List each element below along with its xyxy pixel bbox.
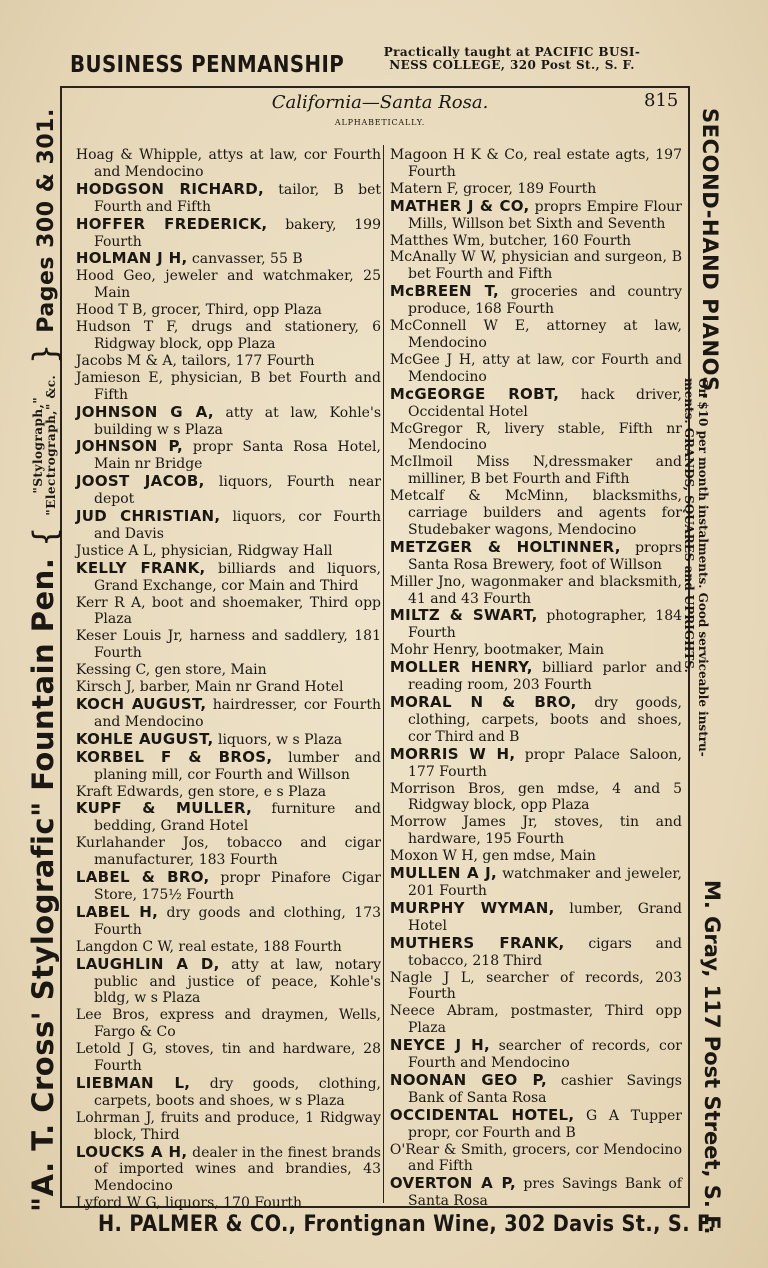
entry-details: atty at law, notary public and justice of peace, Kohle's bldg, w s Plaza — [94, 956, 381, 1007]
left-ad-sub-line-2: "Electrograph," &c. — [44, 374, 58, 516]
directory-entry — [76, 835, 381, 869]
entry-name: Justice A L, — [75, 542, 157, 559]
entry-details: propr Palace Saloon, 177 Fourth — [408, 746, 682, 780]
entry-details: fruits and produce, 1 Ridgway block, Third — [94, 1109, 382, 1143]
top-ad-headline: BUSINESS PENMANSHIP — [70, 52, 345, 78]
entry-details: drugs and stationery, 6 Ridgway block, opp Plaza — [94, 319, 381, 352]
directory-entry — [76, 628, 381, 662]
directory-entry — [76, 268, 381, 302]
entry-details: G A Tupper propr, cor Fourth and B — [408, 1107, 682, 1141]
entry-details: tobacco and cigar manufacturer, 183 Fourth — [94, 835, 382, 869]
entry-name: McGee J H, — [389, 351, 476, 368]
entry-name: MUTHERS FRANK, — [389, 933, 565, 952]
directory-entry — [390, 1037, 682, 1072]
entry-details: searcher of records, cor Fourth and Mendocino — [408, 1038, 682, 1072]
entry-details: grocers, cor Mendocino and Fifth — [408, 1141, 682, 1175]
entry-name: Matthes Wm, — [389, 232, 485, 249]
directory-entry — [390, 454, 682, 488]
top-advertisement — [70, 44, 680, 84]
entry-details: watchmaker and jeweler, 201 Fourth — [408, 866, 682, 899]
entry-details: real estate, 188 Fourth — [173, 938, 342, 955]
entry-name: McAnally W W, — [389, 249, 497, 266]
directory-entry — [390, 607, 682, 642]
entry-details: photographer, 184 Fourth — [408, 608, 683, 642]
entry-details: butcher, 160 Fourth — [484, 232, 632, 249]
entry-details: jeweler and watchmaker, 25 Main — [94, 268, 381, 302]
directory-entry — [390, 900, 682, 935]
entry-name: JOHNSON G A, — [75, 402, 214, 421]
entry-details: billiard parlor and reading room, 203 Fourth — [408, 660, 682, 694]
directory-entry — [76, 250, 381, 268]
entry-name: METZGER & HOLTINNER, — [389, 537, 621, 556]
entry-name: MORRIS W H, — [389, 744, 516, 763]
entry-name: NOONAN GEO P, — [389, 1070, 548, 1089]
entry-name: MORAL N & BRO, — [389, 693, 577, 711]
directory-entry — [76, 696, 381, 731]
entry-details: livery stable, Fifth nr Mendocino — [408, 420, 682, 454]
bottom-advertisement: H. PALMER & CO., Frontignan Wine, 302 Davis St., S. F. — [98, 1212, 716, 1237]
entry-details: boot and shoemaker, Third opp Plaza — [94, 594, 381, 628]
directory-entry — [76, 869, 381, 904]
entry-name: Kerr R A, — [75, 594, 146, 611]
directory-entry — [76, 438, 381, 473]
entry-details: grocer, 189 Fourth — [458, 180, 597, 197]
entry-name: Letold J G, — [75, 1041, 158, 1058]
directory-entry — [76, 784, 381, 801]
entry-name: KUPF & MULLER, — [75, 799, 253, 818]
entry-name: Lohrman J, — [75, 1109, 155, 1126]
directory-entry — [76, 370, 381, 404]
directory-entry — [390, 574, 682, 608]
directory-entry — [390, 1003, 682, 1037]
directory-entry — [390, 814, 682, 848]
entry-name: KORBEL F & BROS, — [75, 747, 273, 766]
entry-name: Nagle J L, — [389, 969, 475, 986]
entry-details: barber, Main nr Grand Hotel — [135, 679, 344, 696]
entry-details: tailor, B bet Fourth and Fifth — [94, 181, 381, 215]
entry-details: propr Santa Rosa Hotel, Main nr Bridge — [94, 439, 381, 473]
directory-entry — [390, 198, 682, 233]
directory-entry — [76, 147, 381, 181]
directory-entry — [76, 216, 381, 251]
entry-name: HOFFER FREDERICK, — [75, 214, 268, 233]
entry-name: OCCIDENTAL HOTEL, — [389, 1105, 575, 1124]
left-ad-sub-line-1: "Stylograph," — [31, 396, 45, 494]
right-ad-text — [682, 378, 710, 878]
entry-details: liquors, w s Plaza — [213, 731, 343, 748]
directory-entry — [76, 404, 381, 439]
right-column — [390, 147, 682, 1210]
directory-entry — [76, 956, 381, 1008]
entry-name: HOLMAN J H, — [75, 249, 188, 268]
directory-entry — [76, 1144, 381, 1196]
entry-name: LABEL & BRO, — [75, 868, 210, 887]
entry-details: cigars and tobacco, 218 Third — [408, 935, 683, 969]
entry-name: HODGSON RICHARD, — [75, 179, 264, 198]
directory-entry — [390, 249, 682, 283]
entry-details: blacksmiths, carriage builders and agents for Studebaker wagons, Mendocino — [408, 488, 682, 538]
entry-details: atty at law, Kohle's building w s Plaza — [94, 404, 382, 438]
entry-details: attys at law, cor Fourth and Mendocino — [94, 147, 381, 180]
entry-name: McGEORGE ROBT, — [389, 384, 560, 403]
entry-details: dry goods, clothing, carpets, boots and shoes, cor Third and B — [408, 695, 682, 745]
directory-entry — [390, 1175, 682, 1210]
entry-details: dry goods, clothing, carpets, boots and shoes, w s Plaza — [94, 1075, 381, 1109]
directory-entry — [76, 595, 381, 629]
entry-name: LIEBMAN L, — [75, 1073, 191, 1092]
entry-name: McGregor R, — [389, 420, 491, 437]
entry-name: MULLEN A J, — [389, 864, 497, 883]
directory-entry — [76, 731, 381, 749]
entry-name: Hood T B, — [75, 302, 147, 319]
page-subtitle: ALPHABETICALLY. — [334, 118, 426, 127]
entry-name: Lee Bros, — [75, 1007, 150, 1024]
directory-entry — [390, 935, 682, 970]
entry-name: O'Rear & Smith, — [389, 1141, 508, 1158]
entry-name: McBREEN T, — [389, 282, 500, 301]
directory-entry — [390, 181, 682, 198]
entry-details: bakery, 199 Fourth — [94, 216, 381, 250]
entry-name: Hoag & Whipple, — [75, 147, 203, 163]
directory-entry — [390, 746, 682, 781]
entry-name: Kraft Edwards, — [75, 783, 184, 800]
directory-entry — [76, 302, 381, 319]
entry-details: proprs Santa Rosa Brewery, foot of Willson — [408, 539, 682, 573]
directory-entry — [76, 543, 381, 560]
entry-details: liquors, Fourth near depot — [94, 474, 381, 508]
entry-name: Keser Louis Jr, — [75, 628, 183, 645]
entry-name: Magoon H K & Co, — [389, 147, 528, 163]
entry-details: bootmaker, Main — [479, 642, 605, 659]
top-ad-line-2: NESS COLLEGE, 320 Post St., S. F. — [389, 58, 635, 72]
directory-entry — [76, 749, 381, 784]
entry-details: gen mdse, 4 and 5 Ridgway block, opp Plaza — [408, 780, 682, 814]
entry-details: gen mdse, Main — [477, 848, 596, 865]
entry-details: liquors, cor Fourth and Davis — [94, 509, 381, 542]
directory-entry — [76, 473, 381, 508]
right-ad-dealer: M. Gray, 117 Post Street, S. F. — [700, 880, 724, 1235]
directory-entry — [390, 659, 682, 694]
page-title: California—Santa Rosa. — [271, 92, 489, 113]
entry-name: KELLY FRANK, — [75, 558, 206, 577]
directory-entry — [76, 560, 381, 595]
directory-entry — [76, 181, 381, 216]
entry-name: Morrow James Jr, — [389, 814, 538, 831]
entry-name: Mohr Henry, — [389, 642, 480, 659]
page-number: 815 — [644, 90, 679, 111]
entry-name: McConnell W E, — [389, 318, 530, 335]
entry-name: Hood Geo, — [75, 268, 156, 285]
entry-details: grocer, Third, opp Plaza — [146, 302, 322, 319]
entry-details: real estate agts, 197 Fourth — [408, 147, 682, 180]
entry-details: gen store, e s Plaza — [183, 783, 327, 800]
entry-name: OVERTON A P, — [389, 1174, 517, 1193]
entry-details: lumber and planing mill, cor Fourth and Willson — [94, 749, 381, 783]
directory-entry — [76, 319, 381, 353]
entry-name: Miller Jno, — [389, 573, 466, 590]
top-ad-text — [342, 46, 682, 72]
left-column — [76, 147, 381, 1212]
directory-entry — [390, 781, 682, 815]
directory-entry — [390, 1107, 682, 1142]
entry-name: Jacobs M & A, — [75, 352, 177, 369]
directory-entry — [76, 679, 381, 696]
entry-name: KOCH AUGUST, — [75, 695, 207, 713]
directory-entry — [390, 694, 682, 746]
directory-entry — [390, 386, 682, 421]
directory-entry — [390, 865, 682, 900]
directory-entry — [76, 939, 381, 956]
entry-details: hack driver, Occidental Hotel — [408, 386, 682, 420]
right-ad-line-2: ments. GRANDS, SQUARES and UPRIGHTS. — [682, 378, 696, 673]
left-ad-pages: Pages 300 & 301. — [34, 108, 59, 333]
entry-name: Neece Abram, — [389, 1003, 499, 1020]
entry-name: MILTZ & SWART, — [389, 606, 538, 625]
entry-name: LAUGHLIN A D, — [75, 954, 220, 973]
right-ad-line-1: On $10 per month instalments. Good serviceable instru- — [696, 378, 710, 757]
entry-details: harness and saddlery, 181 Fourth — [94, 628, 381, 662]
directory-entry — [390, 352, 682, 386]
directory-entry — [390, 283, 682, 318]
entry-name: JOHNSON P, — [75, 437, 183, 456]
directory-entry — [390, 233, 682, 250]
directory-entry — [76, 1110, 381, 1144]
entry-name: NEYCE J H, — [389, 1036, 490, 1055]
left-ad-sub — [32, 375, 58, 516]
entry-details: wagonmaker and blacksmith, 41 and 43 Fourth — [408, 573, 682, 607]
entry-details: lumber, Grand Hotel — [408, 900, 682, 934]
entry-name: JOOST JACOB, — [75, 472, 205, 491]
directory-entry — [390, 488, 682, 539]
entry-details: attorney at law, Mendocino — [408, 318, 682, 351]
entry-details: cashier Savings Bank of Santa Rosa — [408, 1072, 682, 1106]
entry-name: Kessing C, — [75, 662, 151, 679]
directory-entry — [76, 904, 381, 939]
entry-details: liquors, 170 Fourth — [160, 1195, 303, 1212]
entry-details: physician, B bet Fourth and Fifth — [94, 369, 382, 403]
entry-details: pres Savings Bank of Santa Rosa — [408, 1176, 682, 1210]
top-ad-line-1: Practically taught at PACIFIC BUSI- — [383, 45, 641, 59]
directory-entry — [76, 1041, 381, 1075]
entry-name: Kirsch J, — [75, 679, 136, 696]
entry-details: dealer in the finest brands of imported wines and brandies, 43 Mendocino — [94, 1144, 381, 1195]
entry-details: canvasser, 55 B — [187, 251, 303, 268]
entry-details: hairdresser, cor Fourth and Mendocino — [94, 697, 381, 730]
entry-details: proprs Empire Flour Mills, Willson bet Sixth and Seventh — [408, 198, 682, 232]
directory-entry — [390, 318, 682, 352]
brace-glyph: } — [26, 343, 64, 365]
directory-entry — [390, 147, 682, 181]
directory-entry — [76, 1195, 381, 1212]
entry-name: LABEL H, — [75, 902, 159, 921]
entry-name: LOUCKS A H, — [75, 1142, 188, 1161]
entry-name: Matern F, — [389, 180, 459, 197]
entry-details: gen store, Main — [150, 662, 267, 679]
directory-entry — [76, 662, 381, 679]
entry-details: furniture and bedding, Grand Hotel — [94, 801, 381, 835]
entry-name: Morrison Bros, — [389, 780, 506, 797]
entry-details: postmaster, Third opp Plaza — [408, 1003, 683, 1037]
entry-name: Kurlahander Jos, — [75, 835, 209, 852]
entry-name: Langdon C W, — [75, 938, 174, 955]
entry-name: Moxon W H, — [389, 848, 478, 865]
left-side-advertisement — [26, 108, 64, 1212]
entry-name: Jamieson E, — [75, 369, 164, 386]
entry-name: MOLLER HENRY, — [389, 658, 533, 677]
entry-details: billiards and liquors, Grand Exchange, cor Main and Third — [94, 560, 381, 594]
entry-details: stoves, tin and hardware, 195 Fourth — [408, 814, 682, 848]
entry-name: Hudson T F, — [75, 319, 179, 336]
entry-details: physician, Ridgway Hall — [156, 542, 333, 559]
entry-name: KOHLE AUGUST, — [75, 729, 214, 748]
directory-entry — [390, 642, 682, 659]
entry-details: tailors, 177 Fourth — [177, 352, 315, 369]
directory-entry — [76, 353, 381, 370]
entry-details: physician and surgeon, B bet Fourth and Fifth — [408, 249, 682, 283]
entry-name: Metcalf & McMinn, — [389, 488, 569, 505]
directory-entry — [76, 800, 381, 835]
entry-name: McIlmoil Miss N, — [389, 454, 549, 471]
entry-details: searcher of records, 203 Fourth — [408, 969, 682, 1003]
brace-glyph: { — [26, 526, 64, 548]
directory-entry — [76, 1075, 381, 1110]
entry-details: groceries and country produce, 168 Fourth — [408, 284, 682, 318]
directory-entry — [76, 1007, 381, 1041]
directory-entry — [390, 848, 682, 865]
directory-entry — [390, 1072, 682, 1107]
entry-details: propr Pinafore Cigar Store, 175½ Fourth — [94, 870, 381, 903]
right-ad-headline: SECOND-HAND PIANOS. — [698, 108, 722, 401]
entry-name: JUD CHRISTIAN, — [75, 507, 221, 526]
directory-entry — [390, 421, 682, 455]
entry-details: dry goods and clothing, 173 Fourth — [94, 904, 382, 938]
column-divider — [383, 145, 384, 1203]
directory-entry — [390, 1142, 682, 1176]
directory-entry — [76, 508, 381, 543]
entry-name: MURPHY WYMAN, — [389, 898, 555, 917]
entry-name: Lyford W G, — [75, 1195, 161, 1212]
entry-details: express and draymen, Wells, Fargo & Co — [94, 1007, 381, 1041]
directory-entry — [390, 539, 682, 574]
entry-details: atty at law, cor Fourth and Mendocino — [408, 351, 682, 385]
left-ad-main: "A. T. Cross' Stylografic" Fountain Pen. — [26, 557, 60, 1212]
entry-details: dressmaker and milliner, B bet Fourth and Fifth — [408, 454, 682, 488]
entry-details: stoves, tin and hardware, 28 Fourth — [94, 1041, 381, 1075]
directory-entry — [390, 970, 682, 1004]
entry-name: MATHER J & CO, — [389, 196, 530, 215]
